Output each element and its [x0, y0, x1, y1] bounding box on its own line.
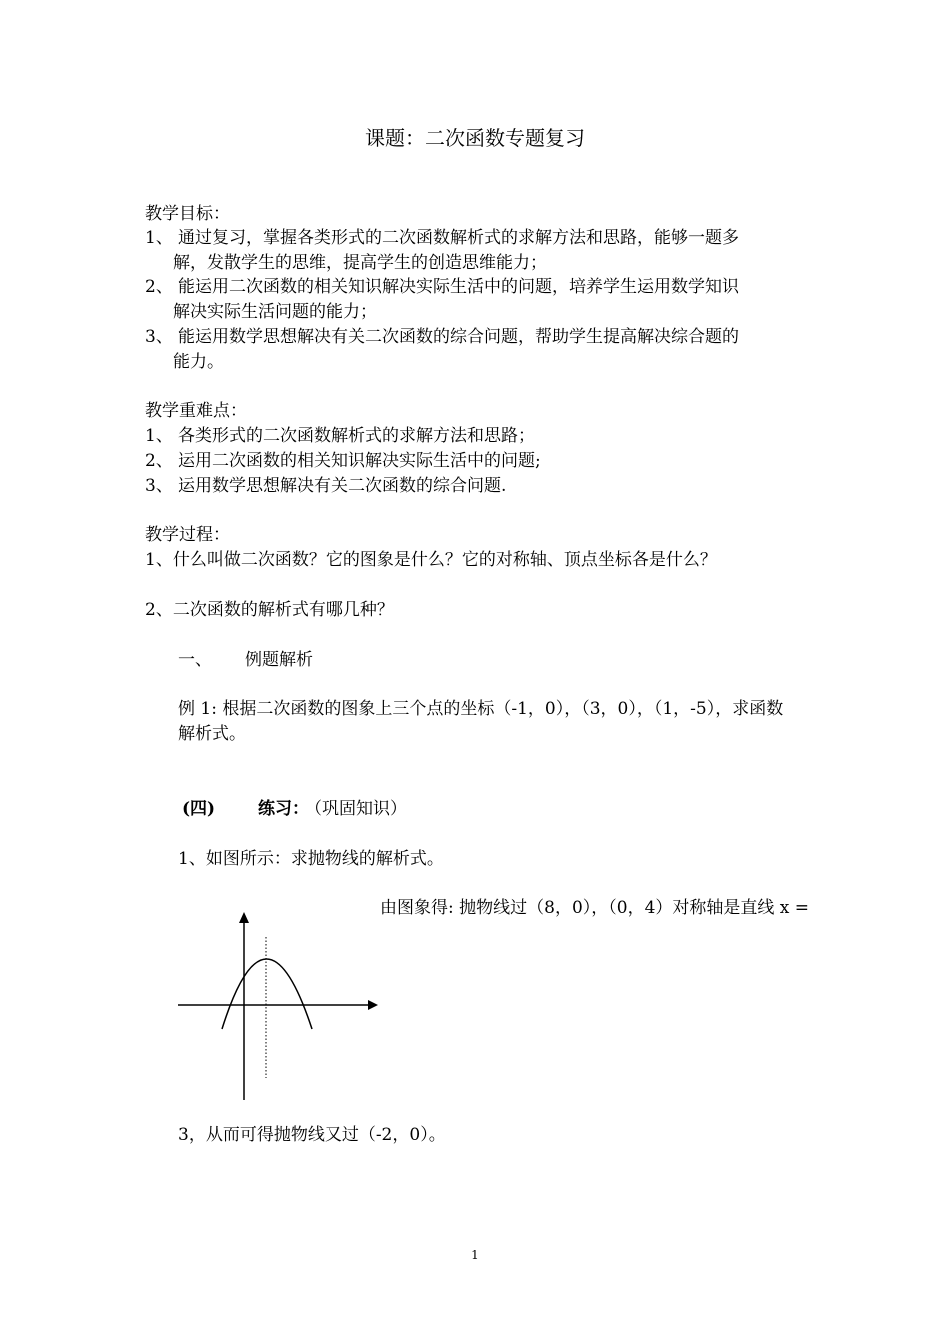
objective-3-line1: 能运用数学思想解决有关二次函数的综合问题，帮助学生提高解决综合题的: [178, 327, 739, 347]
example-1-line1: 例 1: 根据二次函数的图象上三个点的坐标（-1，0），（3，0），（1，-5），求函数: [178, 699, 784, 719]
objective-1-number: 1、: [145, 228, 173, 248]
objective-2-number: 2、: [145, 277, 173, 297]
process-heading: 教学过程：: [145, 525, 230, 545]
objectives-heading: 教学目标：: [145, 204, 230, 224]
process-question-1: 1、什么叫做二次函数？它的图象是什么？它的对称轴、顶点坐标各是什么？: [145, 550, 717, 570]
difficulty-1-text: 各类形式的二次函数解析式的求解方法和思路；: [178, 426, 535, 446]
parabola-curve: [222, 959, 312, 1029]
section-number: 一、: [178, 650, 212, 670]
conclusion-text: 3，从而可得抛物线又过（-2，0）。: [178, 1125, 446, 1145]
difficulties-heading: 教学重难点：: [145, 401, 247, 421]
objective-2-line2: 解决实际生活问题的能力；: [173, 302, 377, 322]
page-number: 1: [471, 1248, 479, 1262]
example-1-line2: 解析式。: [178, 724, 246, 744]
objective-3-line2: 能力。: [173, 352, 224, 372]
parabola-graph: [170, 905, 385, 1105]
objective-2-line1: 能运用二次函数的相关知识解决实际生活中的问题，培养学生运用数学知识: [178, 277, 739, 297]
difficulty-3-number: 3、: [145, 476, 173, 496]
difficulty-1-number: 1、: [145, 426, 173, 446]
x-axis-arrow-icon: [368, 1000, 378, 1010]
practice-subtitle: （巩固知识）: [305, 799, 407, 819]
objective-3-number: 3、: [145, 327, 173, 347]
difficulty-2-text: 运用二次函数的相关知识解决实际生活中的问题;: [178, 451, 541, 471]
process-question-2: 2、二次函数的解析式有哪几种？: [145, 600, 394, 620]
objective-1-line1: 通过复习，掌握各类形式的二次函数解析式的求解方法和思路，能够一题多: [178, 228, 739, 248]
page-title: 课题：二次函数专题复习: [365, 126, 585, 150]
y-axis-arrow-icon: [239, 912, 249, 923]
practice-number: (四): [182, 799, 216, 819]
difficulty-3-text: 运用数学思想解决有关二次函数的综合问题.: [178, 476, 507, 496]
practice-question-1: 1、如图所示：求抛物线的解析式。: [178, 849, 444, 869]
practice-label: 练习：: [258, 799, 309, 819]
graph-note: 由图象得: 抛物线过（8，0），（0，4）对称轴是直线 x =: [380, 898, 810, 918]
difficulty-2-number: 2、: [145, 451, 173, 471]
section-title: 例题解析: [245, 650, 313, 670]
objective-1-line2: 解，发散学生的思维，提高学生的创造思维能力；: [173, 253, 547, 273]
